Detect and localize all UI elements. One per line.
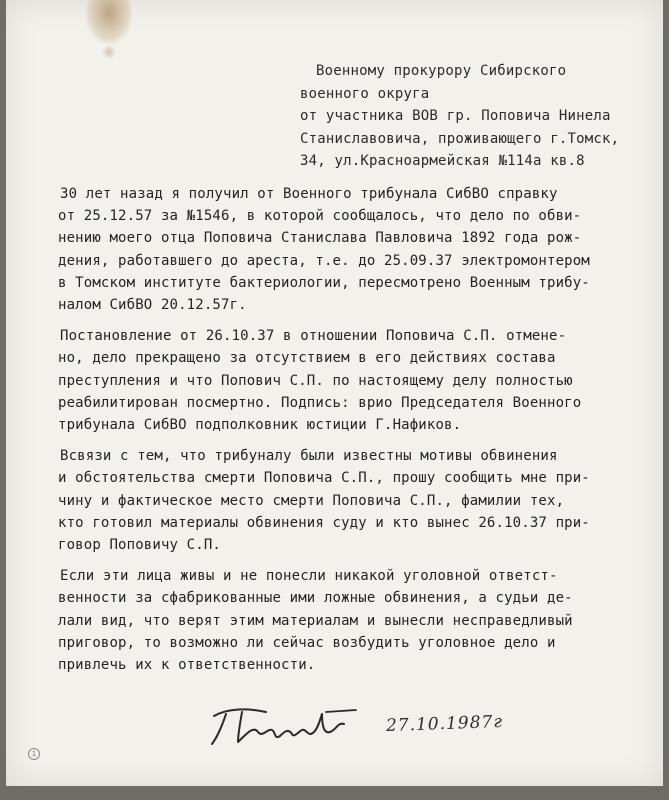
address-line: 34, ул.Красноармейская №114а кв.8: [300, 153, 585, 170]
text-line: дения, работавшего до ареста, т.е. до 25.09.37 электромонтером: [58, 252, 590, 269]
water-stain-drip: [102, 44, 116, 60]
text-line: и обстоятельства смерти Поповича С.П., прошу сообщить мне при-: [58, 470, 590, 487]
text-line: лали вид, что верят этим материалам и вынесли несправедливый: [58, 612, 573, 629]
handwritten-signature: [208, 702, 368, 750]
text-line: в Томском институте бактериологии, пересмотрено Военным трибу-: [58, 274, 590, 291]
text-line: Всвязи с тем, что трибуналу были известны мотивы обвинения: [60, 448, 558, 465]
text-line: Если эти лица живы и не понесли никакой уголовной ответст-: [60, 568, 558, 585]
paragraph-2: [58, 325, 648, 436]
paragraph-3: [58, 445, 648, 556]
text-line: от 25.12.57 за №1546, в которой сообщалось, что дело по обви-: [58, 208, 582, 225]
text-line: налом СибВО 20.12.57г.: [58, 297, 247, 314]
text-line: привлечь их к ответственности.: [58, 657, 316, 674]
address-line: от участника ВОВ гр. Поповича Нинела: [300, 108, 611, 125]
address-line: Станиславовича, проживающего г.Томск,: [300, 130, 620, 147]
text-line: 30 лет назад я получил от Военного трибунала СибВО справку: [60, 186, 558, 202]
address-line: Военному прокурору Сибирского: [316, 63, 567, 79]
text-line: преступления и что Попович С.П. по настоящему делу полностью: [58, 372, 573, 389]
signature-date: 27.10.1987г: [385, 711, 504, 737]
text-line: венности за сфабрикованные ими ложные обвинения, а судьи де-: [58, 590, 573, 607]
page-number-mark: 1: [28, 748, 40, 760]
text-line: нению моего отца Поповича Станислава Павловича 1892 года рож-: [58, 230, 582, 247]
text-line: реабилитирован посмертно. Подпись: врио Председателя Военного: [58, 394, 582, 411]
text-line: Постановление от 26.10.37 в отношении Поповича С.П. отмене-: [60, 328, 567, 345]
paragraph-4: [58, 565, 648, 676]
text-line: приговор, то возможно ли сейчас возбудить уголовное дело и: [58, 634, 556, 651]
text-line: говор Поповичу С.П.: [58, 537, 221, 554]
text-line: кто готовил материалы обвинения суду и кто вынес 26.10.37 при-: [58, 514, 590, 531]
addressee-block: [300, 60, 660, 173]
water-stain: [86, 0, 132, 44]
text-line: но, дело прекращено за отсутствием в его действиях состава: [58, 350, 556, 367]
letter-body: [58, 183, 648, 685]
text-line: трибунала СибВО подполковник юстиции Г.Нафиков.: [58, 417, 462, 434]
text-line: чину и фактическое место смерти Поповича С.П., фамилии тех,: [58, 492, 565, 509]
paragraph-1: [58, 183, 648, 316]
address-line: военного округа: [300, 85, 430, 102]
